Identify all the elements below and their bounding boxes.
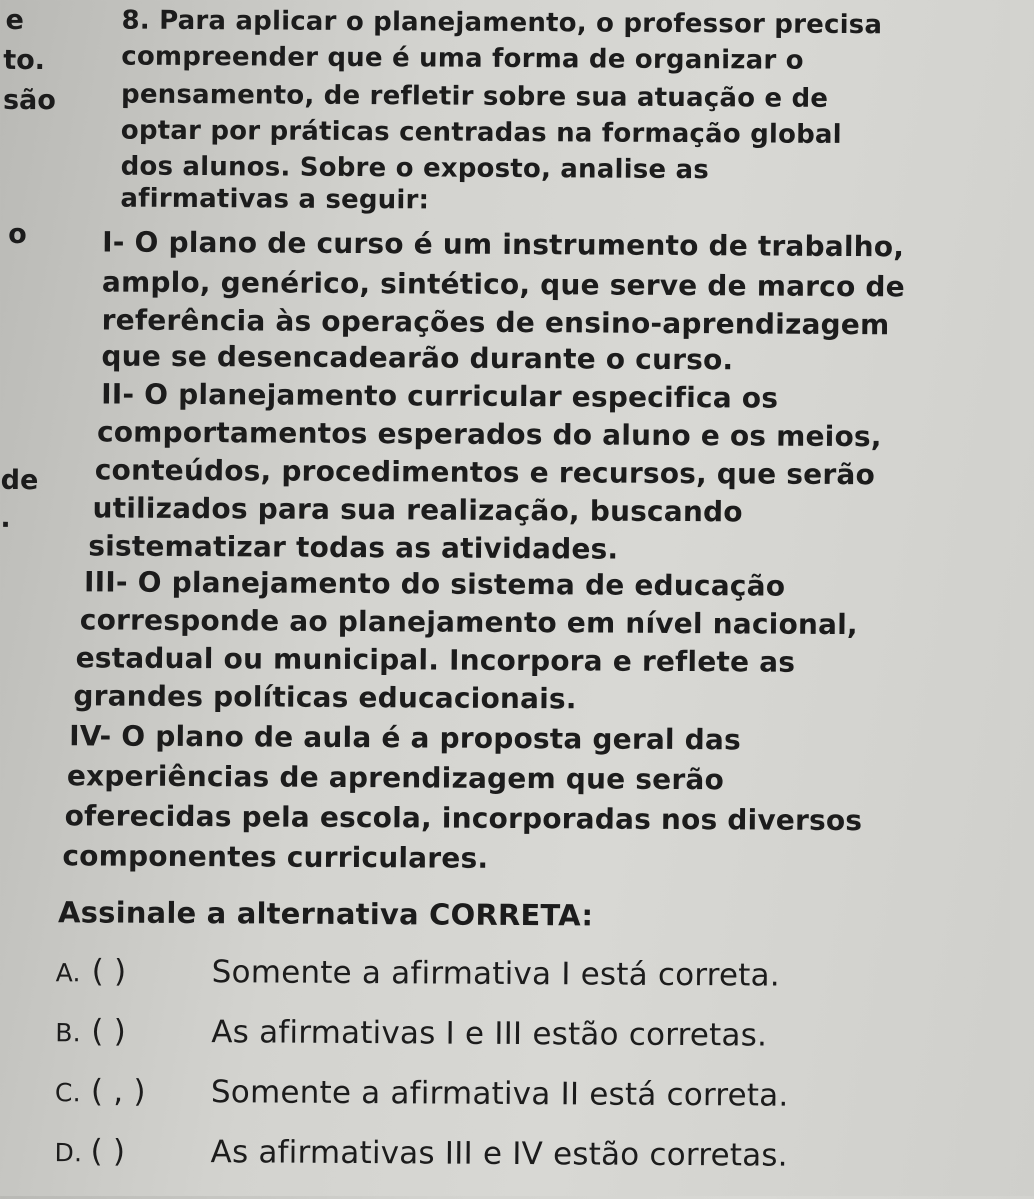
statement-line: componentes curriculares. [62,839,489,875]
option-text: As afirmativas III e IV estão corretas. [210,1134,788,1174]
statement-line: comportamentos esperados do aluno e os meios, [96,415,882,454]
option-a[interactable] [56,953,780,993]
question-text-line: compreender que é uma forma de organizar o [121,41,804,76]
statement-line: II- O planejamento curricular especifica os [101,377,779,415]
margin-fragment: o [8,218,27,250]
option-text: As afirmativas I e III estão corretas. [211,1014,768,1054]
statement-line: III- O planejamento do sistema de educação [83,565,786,603]
margin-fragment: . [0,502,11,534]
option-b[interactable] [55,1013,767,1053]
option-letter: D. [54,1138,83,1168]
question-text-line: optar por práticas centradas na formação global [120,115,842,150]
statement-line: oferecidas pela escola, incorporadas nos diversos [64,799,863,838]
margin-fragment: e [5,4,24,36]
option-checkbox[interactable]: ( ) [90,1133,126,1170]
option-checkbox[interactable]: ( ) [91,1013,127,1050]
question-text-line: pensamento, de refletir sobre sua atuação e de [120,79,829,114]
statement-line: referência às operações de ensino-aprendizagem [101,303,890,342]
option-c[interactable] [55,1073,789,1113]
margin-fragment: de [0,464,39,497]
statement-line: sistematizar todas as atividades. [88,529,619,566]
statement-line: que se desencadearão durante o curso. [101,339,734,377]
statement-line: I- O plano de curso é um instrumento de trabalho, [102,225,905,264]
option-checkbox[interactable]: ( ) [91,953,127,990]
margin-fragment: são [2,84,56,117]
statement-line: utilizados para sua realização, buscando [92,491,743,529]
question-text-line: dos alunos. Sobre o exposto, analise as [120,151,710,186]
question-text-line: 8. Para aplicar o planejamento, o professor precisa [121,5,883,41]
statement-line: grandes políticas educacionais. [73,679,577,716]
instruction-text: Assinale a alternativa CORRETA: [57,895,594,933]
option-letter: A. [55,958,81,988]
option-letter: B. [55,1018,81,1048]
option-text: Somente a afirmativa II está correta. [210,1074,789,1114]
statement-line: conteúdos, procedimentos e recursos, que serão [94,453,876,492]
question-text-line: afirmativas a seguir: [120,183,430,216]
margin-fragment: to. [3,44,46,77]
option-letter: C. [54,1078,81,1108]
statement-line: amplo, genérico, sintético, que serve de marco de [101,265,905,304]
statement-line: IV- O plano de aula é a proposta geral das [69,719,742,757]
option-d[interactable] [55,1133,788,1173]
statement-line: corresponde ao planejamento em nível nacional, [79,603,858,642]
statement-line: estadual ou municipal. Incorpora e reflete as [75,641,796,679]
option-checkbox[interactable]: ( , ) [90,1073,146,1110]
option-text: Somente a afirmativa I está correta. [211,954,780,994]
statement-line: experiências de aprendizagem que serão [66,759,725,797]
